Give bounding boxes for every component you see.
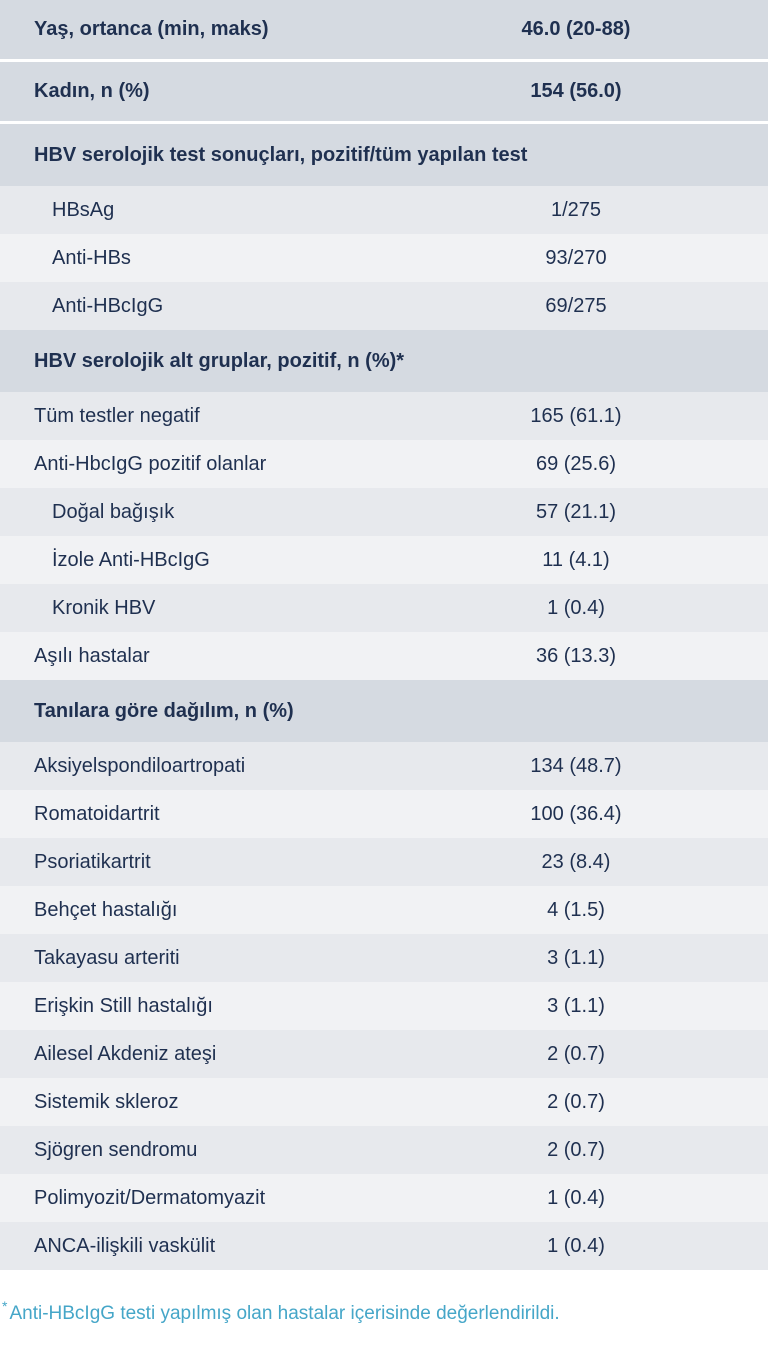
row-value: 11 (4.1)	[542, 548, 610, 571]
table-row	[0, 742, 768, 790]
row-label: Tüm testler negatif	[34, 404, 200, 427]
row-label: HBsAg	[52, 198, 115, 221]
row-value: 2 (0.7)	[547, 1138, 605, 1161]
section-title: HBV serolojik alt gruplar, pozitif, n (%)*	[34, 349, 405, 372]
row-value: 93/270	[545, 246, 607, 269]
row-value: 23 (8.4)	[541, 850, 611, 873]
section-serology-subgroups-rows	[0, 392, 768, 680]
row-value: 1 (0.4)	[547, 1234, 605, 1257]
table-row	[0, 584, 768, 632]
row-value: 69/275	[545, 294, 607, 317]
table-row	[0, 1222, 768, 1270]
row-label: Aşılı hastalar	[34, 644, 150, 667]
row-label: Kadın, n (%)	[34, 80, 150, 102]
row-label: Ailesel Akdeniz ateşi	[34, 1042, 217, 1065]
table-row	[0, 234, 768, 282]
table-row	[0, 982, 768, 1030]
table-row	[0, 934, 768, 982]
row-label: Polimyozit/Dermatomyazit	[34, 1186, 266, 1209]
row-label: Anti-HbcIgG pozitif olanlar	[34, 452, 267, 475]
row-value: 1/275	[550, 198, 602, 221]
row-value: 4 (1.5)	[547, 898, 605, 921]
table-row	[0, 440, 768, 488]
row-value: 69 (25.6)	[535, 452, 617, 475]
row-label: Doğal bağışık	[52, 500, 175, 523]
table-row	[0, 790, 768, 838]
row-value: 2 (0.7)	[547, 1042, 605, 1065]
row-label: Aksiyelspondiloartropati	[34, 754, 246, 777]
table-row	[0, 886, 768, 934]
row-value: 3 (1.1)	[547, 994, 605, 1017]
row-female	[0, 62, 768, 124]
table-row	[0, 536, 768, 584]
section-header-serology-subgroups	[0, 330, 768, 392]
row-value: 2 (0.7)	[547, 1090, 605, 1113]
section-header-diagnoses	[0, 680, 768, 742]
footnote-text: Anti-HBcIgG testi yapılmış olan hastalar içerisinde değerlendirildi.	[9, 1303, 560, 1324]
section-title: Tanılara göre dağılım, n (%)	[34, 699, 294, 722]
footnote-marker: *	[2, 1298, 8, 1314]
footnote	[0, 1298, 768, 1325]
row-label: ANCA-ilişkili vaskülit	[34, 1234, 216, 1257]
row-value: 134 (48.7)	[530, 754, 622, 777]
table-row	[0, 838, 768, 886]
row-label: Romatoidartrit	[34, 802, 160, 825]
table-row	[0, 632, 768, 680]
row-label: Anti-HBcIgG	[52, 294, 164, 317]
row-age	[0, 0, 768, 62]
table-row	[0, 392, 768, 440]
table-row	[0, 488, 768, 536]
row-value: 57 (21.1)	[535, 500, 617, 523]
section-serology-tests-rows	[0, 186, 768, 330]
row-label: İzole Anti-HBcIgG	[52, 548, 210, 571]
section-header-serology-tests	[0, 124, 768, 186]
table-row	[0, 1030, 768, 1078]
row-value: 154 (56.0)	[530, 80, 622, 102]
row-label: Takayasu arteriti	[34, 946, 180, 969]
section-title: HBV serolojik test sonuçları, pozitif/tüm yapılan test	[34, 143, 528, 166]
row-label: Yaş, ortanca (min, maks)	[34, 18, 269, 40]
table-row	[0, 282, 768, 330]
row-value: 3 (1.1)	[547, 946, 605, 969]
row-label: Anti-HBs	[52, 246, 131, 269]
row-value: 100 (36.4)	[530, 802, 622, 825]
section-diagnoses-rows	[0, 742, 768, 1270]
row-label: Behçet hastalığı	[34, 898, 178, 921]
row-value: 1 (0.4)	[547, 596, 605, 619]
row-label: Kronik HBV	[52, 596, 156, 619]
row-value: 46.0 (20-88)	[521, 18, 631, 40]
table-row	[0, 186, 768, 234]
table-row	[0, 1174, 768, 1222]
row-label: Psoriatikartrit	[34, 850, 151, 873]
table-row	[0, 1078, 768, 1126]
row-value: 36 (13.3)	[535, 644, 617, 667]
row-value: 1 (0.4)	[547, 1186, 605, 1209]
row-label: Erişkin Still hastalığı	[34, 994, 213, 1017]
row-label: Sjögren sendromu	[34, 1138, 198, 1161]
row-value: 165 (61.1)	[530, 404, 622, 427]
table-row	[0, 1126, 768, 1174]
row-label: Sistemik skleroz	[34, 1090, 179, 1113]
